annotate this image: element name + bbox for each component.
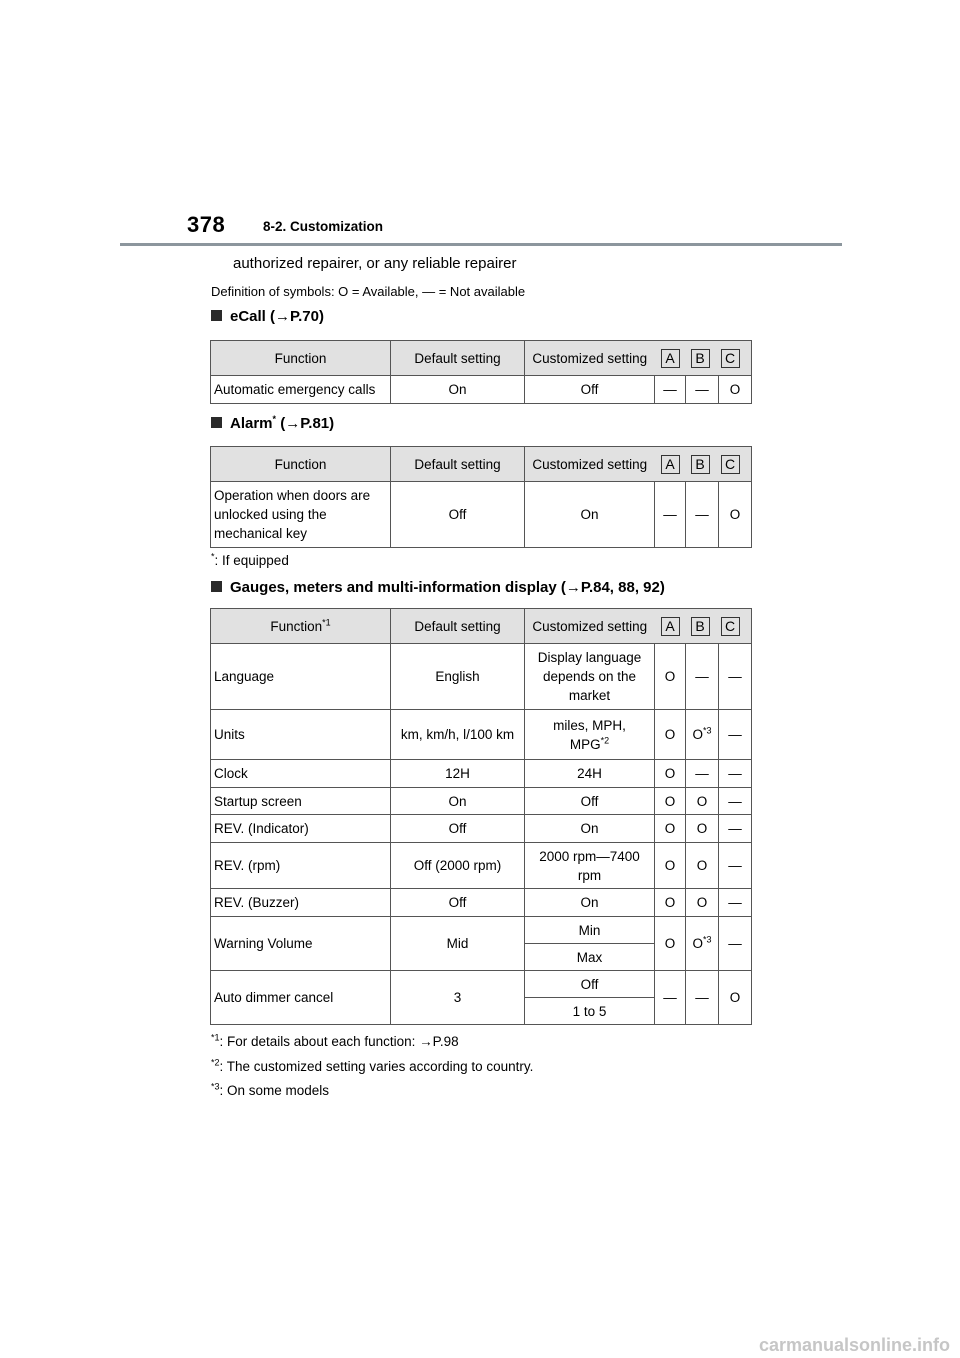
footnote-mark: * [211,551,215,562]
alarm-heading [211,415,334,432]
cell-b: — [686,482,719,548]
cell-function: Units [211,710,391,760]
cell-b-sup: *3 [703,934,712,945]
box-b-icon: B [691,349,710,368]
alarm-title-ref: (→P.81) [276,415,335,432]
cell-custom: On [525,815,655,843]
section-title: 8-2. Customization [263,219,384,234]
header-default: Default setting [391,341,525,376]
cell-c: — [719,788,752,815]
cell-function: Automatic emergency calls [211,376,391,404]
header-function-sup: *1 [322,617,331,627]
cell-a: — [655,482,686,548]
ecall-table [210,340,752,404]
footnote-mark: *1 [211,1032,220,1043]
cell-default: Off (2000 rpm) [391,843,525,889]
cell-custom: 24H [525,760,655,788]
cell-c: — [719,889,752,917]
header-default: Default setting [391,609,525,644]
cell-c: O [719,482,752,548]
table-row [211,788,752,815]
table-row [211,843,752,889]
cell-custom [525,710,655,760]
cell-custom: Min [525,917,655,944]
table-row [211,917,752,944]
cell-custom: On [525,482,655,548]
cell-c: — [719,917,752,971]
cell-b: — [686,644,719,710]
cell-a: — [655,971,686,1025]
header-abc [655,447,752,482]
cell-a: O [655,760,686,788]
cell-default: Off [391,889,525,917]
cell-function: Auto dimmer cancel [211,971,391,1025]
header-divider [120,243,842,246]
table-header-row [211,609,752,644]
gauges-footnote-3 [211,1083,329,1098]
cell-b: — [686,760,719,788]
cell-b: — [686,971,719,1025]
cell-b [686,917,719,971]
cell-b-value: O [692,936,703,951]
cell-c: — [719,710,752,760]
cell-default: 12H [391,760,525,788]
cell-a: O [655,917,686,971]
gauges-title: Gauges, meters and multi-information display (→P.84, 88, 92) [230,579,665,596]
table-header-row [211,447,752,482]
cell-c: — [719,815,752,843]
alarm-table [210,446,752,548]
square-bullet-icon [211,310,222,321]
footnote-text: : If equipped [214,553,289,568]
page-number: 378 [187,212,226,237]
header-abc [655,609,752,644]
cell-function: Operation when doors are unlocked using the mechanical key [211,482,391,548]
alarm-title: Alarm [230,415,273,432]
ecall-heading [211,308,324,325]
header-function-label: Function [270,618,323,634]
cell-a: O [655,815,686,843]
gauges-footnote-2 [211,1059,533,1074]
box-a-icon: A [661,455,680,474]
cell-custom: Display language depends on the market [525,644,655,710]
header-function: Function [211,341,391,376]
gauges-heading [211,579,665,596]
cell-function: REV. (rpm) [211,843,391,889]
header-custom: Customized setting [525,341,655,376]
alarm-title-sup: * [272,414,277,424]
header-function [211,609,391,644]
cell-c: O [719,376,752,404]
cell-default: 3 [391,971,525,1025]
cell-b-sup: *3 [703,725,712,736]
box-a-icon: A [661,349,680,368]
cell-a: O [655,644,686,710]
square-bullet-icon [211,581,222,592]
box-c-icon: C [721,617,740,636]
custom-line2: MPG [569,736,601,752]
cell-c: — [719,843,752,889]
cell-custom: Max [525,944,655,971]
cell-function: Language [211,644,391,710]
box-b-icon: B [691,455,710,474]
cell-function: Warning Volume [211,917,391,971]
intro-line: authorized repairer, or any reliable repairer [233,255,517,272]
cell-function: Startup screen [211,788,391,815]
footnote-mark: *2 [211,1057,220,1068]
table-row [211,815,752,843]
cell-custom: 1 to 5 [525,998,655,1025]
header-abc [655,341,752,376]
cell-function: REV. (Buzzer) [211,889,391,917]
table-row [211,482,752,548]
box-b-icon: B [691,617,710,636]
cell-default: Mid [391,917,525,971]
header-function: Function [211,447,391,482]
header-custom: Customized setting [525,609,655,644]
cell-a: O [655,889,686,917]
table-row [211,760,752,788]
gauges-table [210,608,752,1025]
cell-c: — [719,760,752,788]
cell-custom: On [525,889,655,917]
cell-custom: 2000 rpm—7400 rpm [525,843,655,889]
square-bullet-icon [211,417,222,428]
header-custom: Customized setting [525,447,655,482]
table-row [211,376,752,404]
cell-function: REV. (Indicator) [211,815,391,843]
cell-a: O [655,788,686,815]
cell-c: O [719,971,752,1025]
ecall-title: eCall (→P.70) [230,308,324,325]
alarm-footnote [211,553,289,568]
cell-b-value: O [692,727,703,742]
table-header-row [211,341,752,376]
footnote-text: : For details about each function: →P.98 [219,1034,459,1049]
custom-line1: miles, MPH, [553,717,626,733]
cell-default: English [391,644,525,710]
cell-default: On [391,788,525,815]
header-default: Default setting [391,447,525,482]
cell-c: — [719,644,752,710]
table-row [211,710,752,760]
symbol-definition: Definition of symbols: O = Available, — = Not available [211,284,526,299]
box-c-icon: C [721,349,740,368]
gauges-footnote-1 [211,1034,459,1049]
cell-default: On [391,376,525,404]
footnote-text: : The customized setting varies according to country. [219,1059,534,1074]
table-row [211,971,752,998]
cell-default: Off [391,815,525,843]
footnote-mark: *3 [211,1081,220,1092]
cell-custom: Off [525,788,655,815]
custom-sup: *2 [600,735,610,745]
cell-b: O [686,843,719,889]
cell-b [686,710,719,760]
box-c-icon: C [721,455,740,474]
cell-custom: Off [525,971,655,998]
cell-function: Clock [211,760,391,788]
cell-a: O [655,710,686,760]
cell-b: O [686,815,719,843]
cell-a: O [655,843,686,889]
table-row [211,889,752,917]
cell-b: O [686,788,719,815]
cell-default: km, km/h, l/100 km [391,710,525,760]
cell-a: — [655,376,686,404]
cell-b: O [686,889,719,917]
table-row [211,644,752,710]
box-a-icon: A [661,617,680,636]
footnote-text: : On some models [219,1083,330,1098]
cell-b: — [686,376,719,404]
cell-custom: Off [525,376,655,404]
watermark: carmanualsonline.info [758,1335,950,1355]
cell-default: Off [391,482,525,548]
